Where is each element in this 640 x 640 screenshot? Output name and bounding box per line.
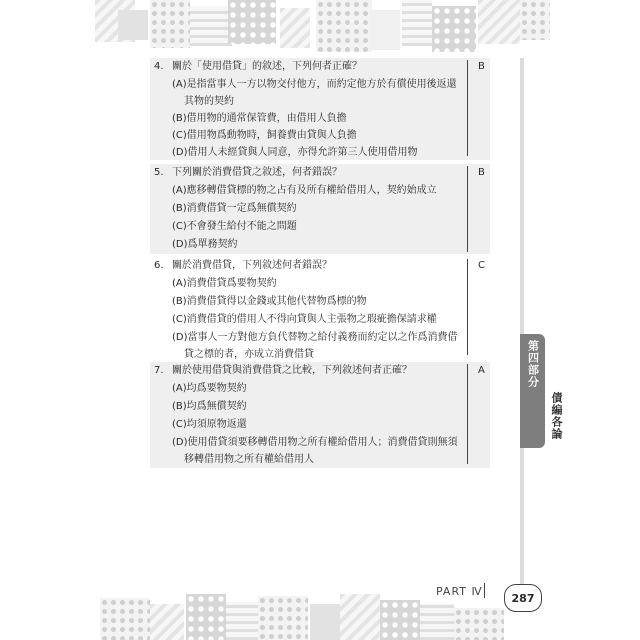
option-b: (B)均爲無償契約 bbox=[172, 401, 247, 412]
option-b: (B)借用物的通常保管費，由借用人負擔 bbox=[172, 113, 347, 124]
question-row-4 bbox=[150, 58, 490, 160]
question-stem: 關於「使用借貸」的敘述，下列何者正確？ bbox=[172, 61, 362, 72]
answer-divider bbox=[467, 60, 468, 156]
footer-part-label: PART Ⅳ bbox=[436, 585, 483, 598]
question-row-5 bbox=[150, 164, 490, 254]
top-pattern-band bbox=[0, 0, 640, 58]
question-number: 7. bbox=[154, 365, 164, 376]
answer-divider bbox=[467, 364, 468, 464]
option-d: (D)使用借貸須要移轉借用物之所有權給借用人；消費借貸則無須 bbox=[172, 437, 458, 448]
option-a: (A)應移轉借貸標的物之占有及所有權給借用人，契約始成立 bbox=[172, 185, 437, 196]
question-stem: 關於使用借貸與消費借貸之比較，下列敘述何者正確？ bbox=[172, 365, 412, 376]
option-c: (C)均須原物返還 bbox=[172, 419, 247, 430]
answer-5: B bbox=[478, 167, 485, 178]
part-label: 第四部分 bbox=[526, 340, 540, 388]
option-a: (A)消費借貸爲要物契約 bbox=[172, 278, 277, 289]
question-stem: 關於消費借貸，下列敘述何者錯誤？ bbox=[172, 260, 332, 271]
bottom-pattern-band bbox=[0, 590, 640, 640]
option-a: (A)均爲要物契約 bbox=[172, 383, 247, 394]
answer-divider bbox=[467, 166, 468, 252]
option-b: (B)消費借貸一定爲無償契約 bbox=[172, 203, 297, 214]
question-number: 5. bbox=[154, 167, 164, 178]
option-c: (C)消費借貸的借用人不得向貸與人主張物之瑕疵擔保請求權 bbox=[172, 314, 437, 325]
question-stem: 下列關於消費借貸之敘述，何者錯誤？ bbox=[172, 167, 342, 178]
question-number: 6. bbox=[154, 260, 164, 271]
answer-7: A bbox=[478, 365, 485, 376]
margin-stripe bbox=[520, 58, 524, 590]
option-c: (C)借用物爲動物時，飼養費由貸與人負擔 bbox=[172, 130, 357, 141]
option-d: (D)爲單務契約 bbox=[172, 239, 238, 250]
option-d: (D)借用人未經貸與人同意，亦得允許第三人使用借用物 bbox=[172, 147, 418, 158]
option-c: (C)不會發生給付不能之問題 bbox=[172, 221, 297, 232]
question-row-6 bbox=[150, 257, 490, 359]
option-b: (B)消費借貸得以金錢或其他代替物爲標的物 bbox=[172, 296, 367, 307]
option-a-cont: 其物的契約 bbox=[184, 96, 234, 107]
answer-6: C bbox=[478, 260, 485, 271]
option-a: (A)是指當事人一方以物交付他方，而約定他方於有償使用後返還 bbox=[172, 79, 457, 90]
option-d: (D)當事人一方對他方負代替物之給付義務而約定以之作爲消費借 bbox=[172, 332, 458, 343]
question-number: 4. bbox=[154, 61, 164, 72]
subject-label: 債編各論 bbox=[550, 392, 563, 440]
subject-tab bbox=[545, 334, 567, 448]
option-d-cont: 貸之標的者，亦成立消費借貸 bbox=[184, 349, 314, 360]
question-row-7 bbox=[150, 362, 490, 468]
option-d-cont: 移轉借用物之所有權給借用人 bbox=[184, 454, 314, 465]
page-number: 287 bbox=[511, 591, 535, 605]
answer-divider bbox=[467, 259, 468, 355]
part-tab bbox=[520, 334, 545, 448]
answer-4: B bbox=[478, 61, 485, 72]
